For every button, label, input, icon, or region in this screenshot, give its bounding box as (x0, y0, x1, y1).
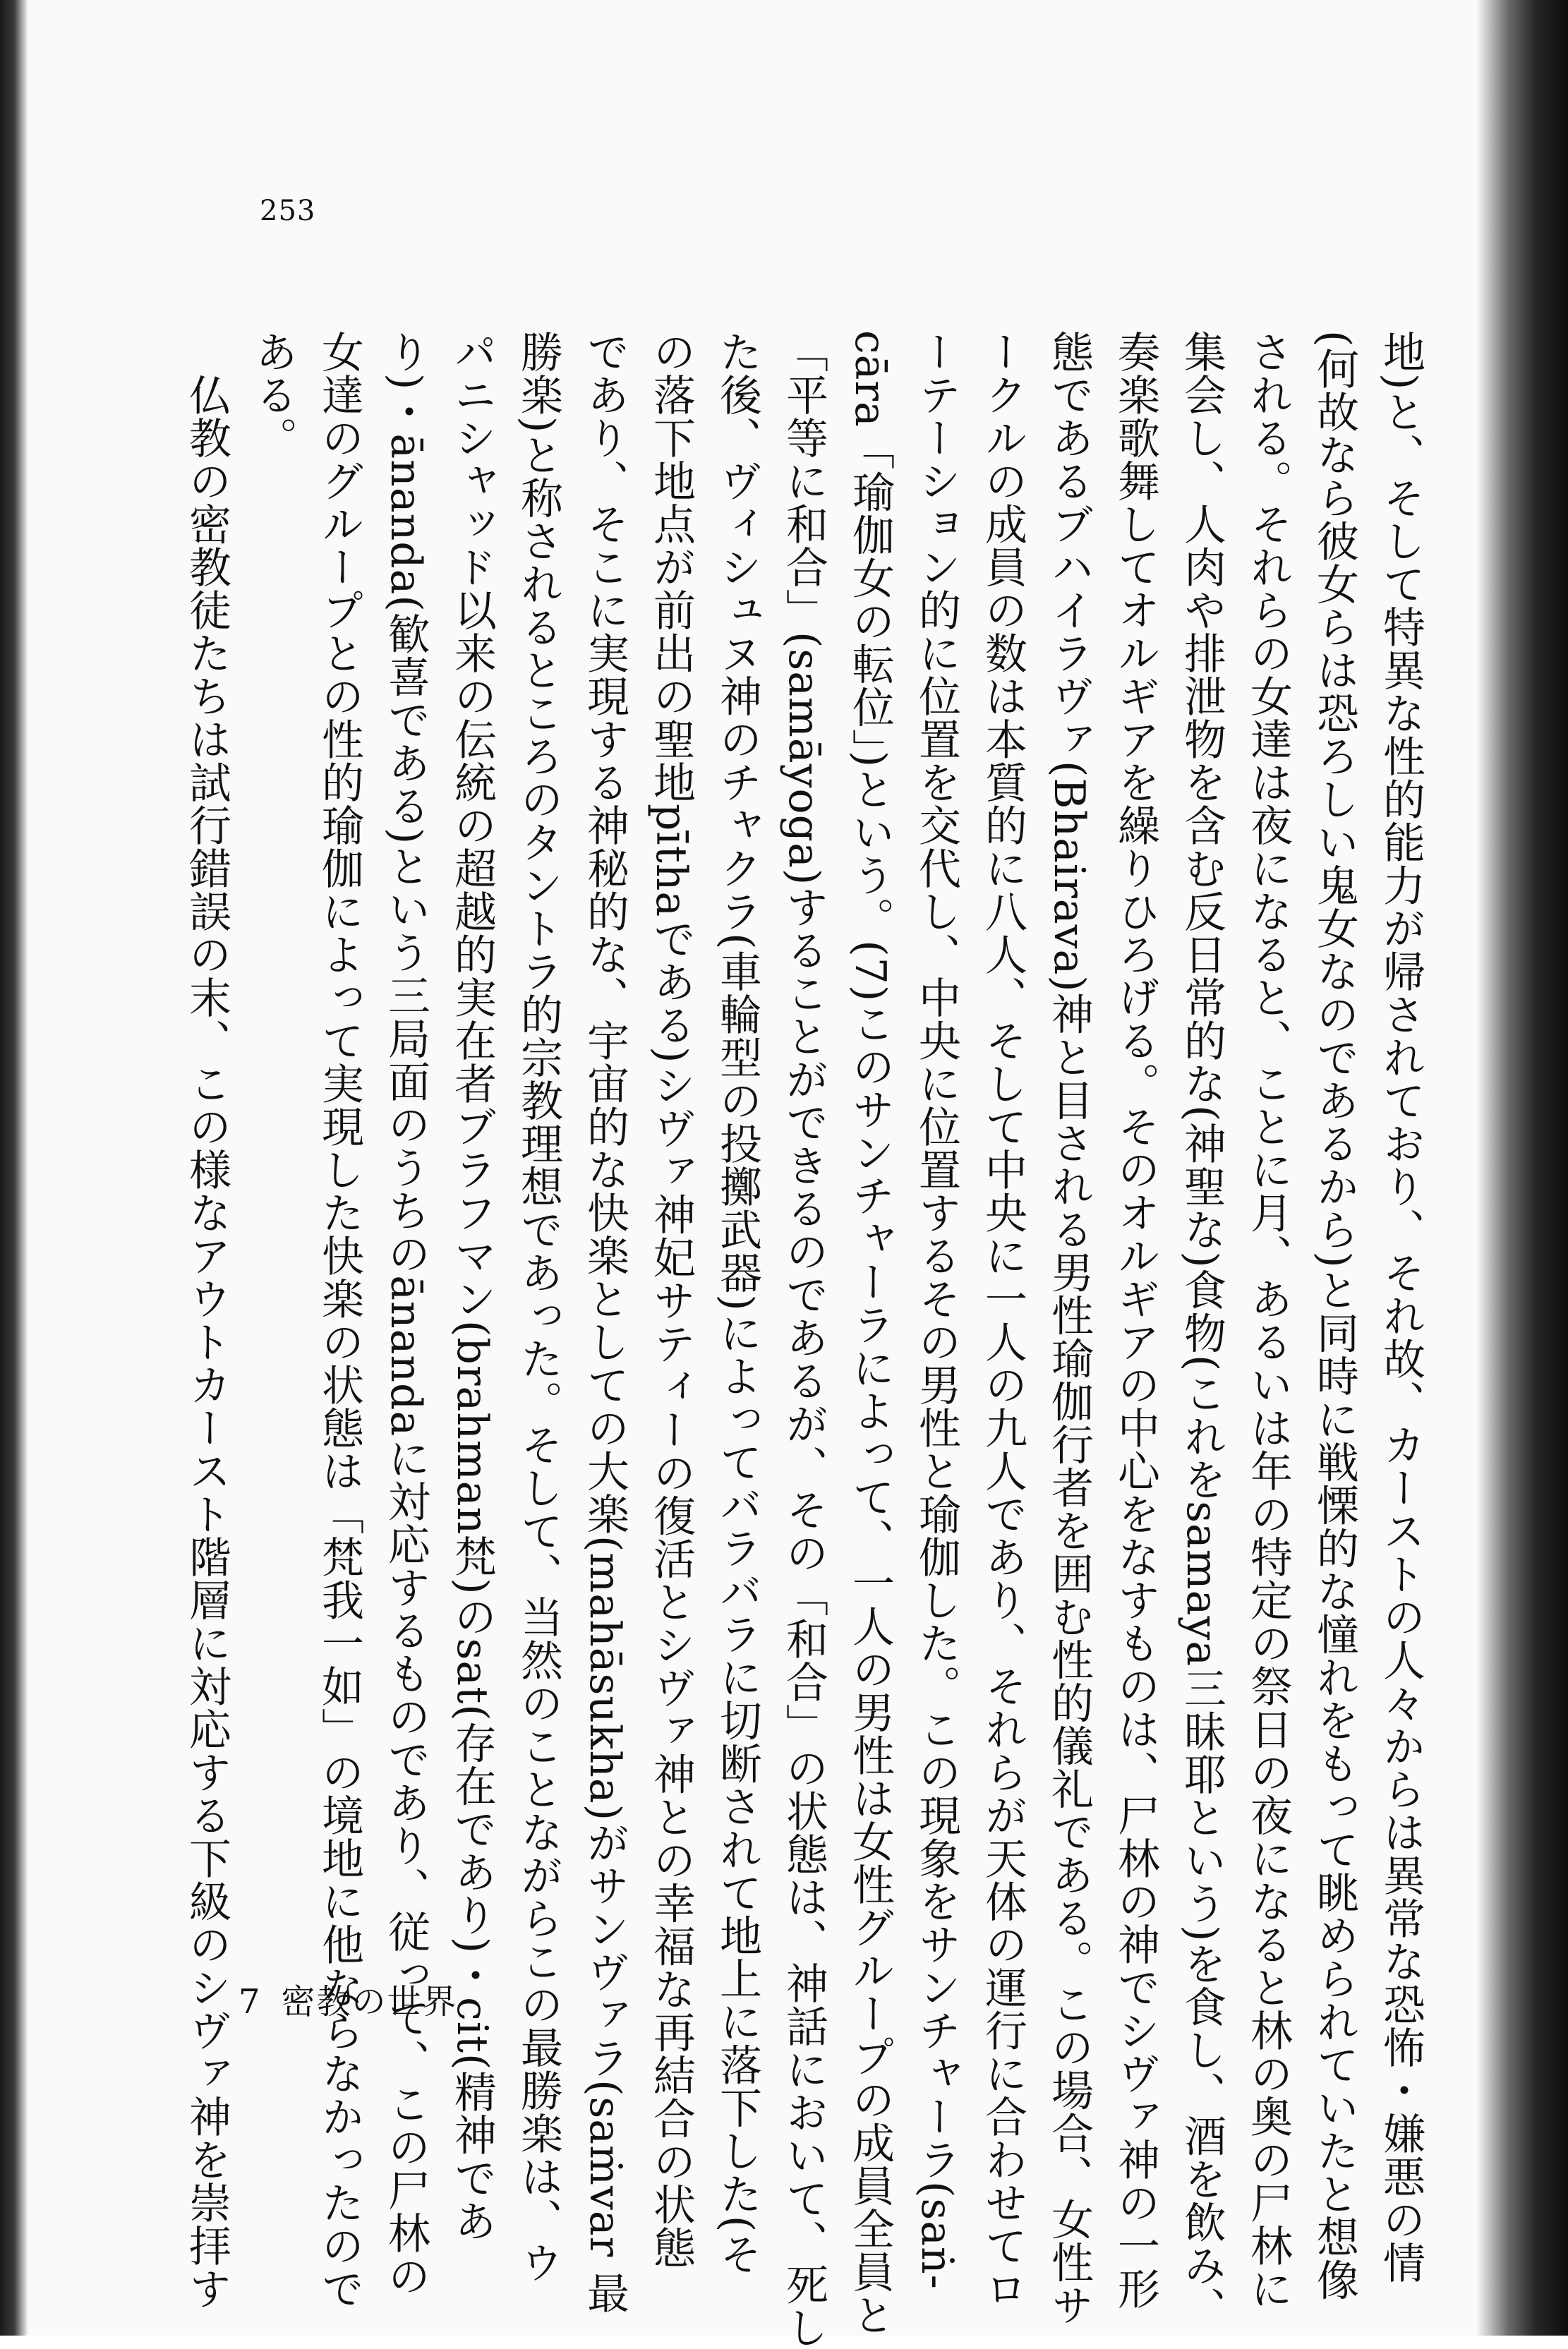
text-line: 女達のグループとの性的瑜伽によって実現した快楽の状態は「梵我一如」の境地に他ならなかったので (315, 330, 364, 2310)
chapter-number: 7 (239, 1982, 262, 2022)
page-number: 253 (260, 195, 316, 227)
running-head (239, 1974, 458, 2023)
text-line: 態であるブハイラヴァ(Bhairava)神と目される男性瑜伽行者を囲む性的儀礼である。この場合、女性サ (1044, 330, 1094, 2327)
text-line: (何故なら彼女らは恐ろしい鬼女なのであるから)と同時に戦慄的な憧れをもって眺められていたと想像 (1310, 330, 1359, 2302)
text-line: た後、ヴィシュヌ神のチャクラ(車輪型の投擲武器)によってバラバラに切断されて地上に落下した(そ (713, 330, 762, 2276)
text-line: 地)と、そして特異な性的能力が帰されており、それ故、カーストの人々からは異常な恐怖・嫌悪の情 (1376, 330, 1425, 2285)
text-line: される。それらの女達は夜になると、ことに月、あるいは年の特定の祭日の夜になると林の奥の尸林に (1243, 330, 1293, 2310)
text-line: cāra「瑜伽女の転位」)という。(7)このサンチャーラによって、一人の男性は女性グループの成員全員と (845, 330, 895, 2337)
scan-shadow-left (0, 0, 28, 2336)
text-line: ーテーション的に位置を交代し、中央に位置するその男性と瑜伽した。この現象をサンチャーラ(saṅ- (912, 330, 961, 2290)
text-line: 奏楽歌舞してオルギアを繰りひろげる。そのオルギアの中心をなすものは、尸林の神でシヴァ神の一形 (1111, 330, 1160, 2310)
text-line: 仏教の密教徒たちは試行錯誤の末、この様なアウトカースト階層に対応する下級のシヴァ神を崇拝す (182, 330, 231, 2310)
text-line: の落下地点が前出の聖地pīthaである)シヴァ神妃サティーの復活とシヴァ神との幸福な再結合の状態 (646, 330, 696, 2269)
text-line: ある。 (248, 330, 298, 459)
chapter-title: 密教の世界 (281, 1982, 458, 2022)
text-line: 勝楽)と称されるところのタントラ的宗教理想であった。そして、当然のことながらこの最勝楽は、ウ (514, 330, 563, 2285)
text-line: 集会し、人肉や排泄物を含む反日常的な(神聖な)食物(これをsamaya三昧耶という)を食し、酒を飲み、 (1177, 330, 1226, 2330)
text-line: り)・ānanda(歓喜である)という三局面のうちのānandaに対応するものであり、従って、この尸林の (381, 330, 430, 2298)
scan-shadow-right (1476, 0, 1568, 2336)
text-line: パニシャッド以来の伝統の超越的実在者ブラフマン(brahman梵)のsat(存在であり)・cit(精神であ (447, 330, 497, 2243)
text-line: ークルの成員の数は本質的に八人、そして中央に一人の九人であり、それらが天体の運行に合わせてロ (978, 330, 1027, 2310)
text-line: 「平等に和合」(samāyoga)することができるのであるが、その「和合」の状態は、神話において、死し (779, 330, 828, 2349)
text-line: であり、そこに実現する神秘的な、宇宙的な快楽としての大楽(mahāsukha)がサンヴァラ(saṁvar 最 (580, 330, 629, 2315)
